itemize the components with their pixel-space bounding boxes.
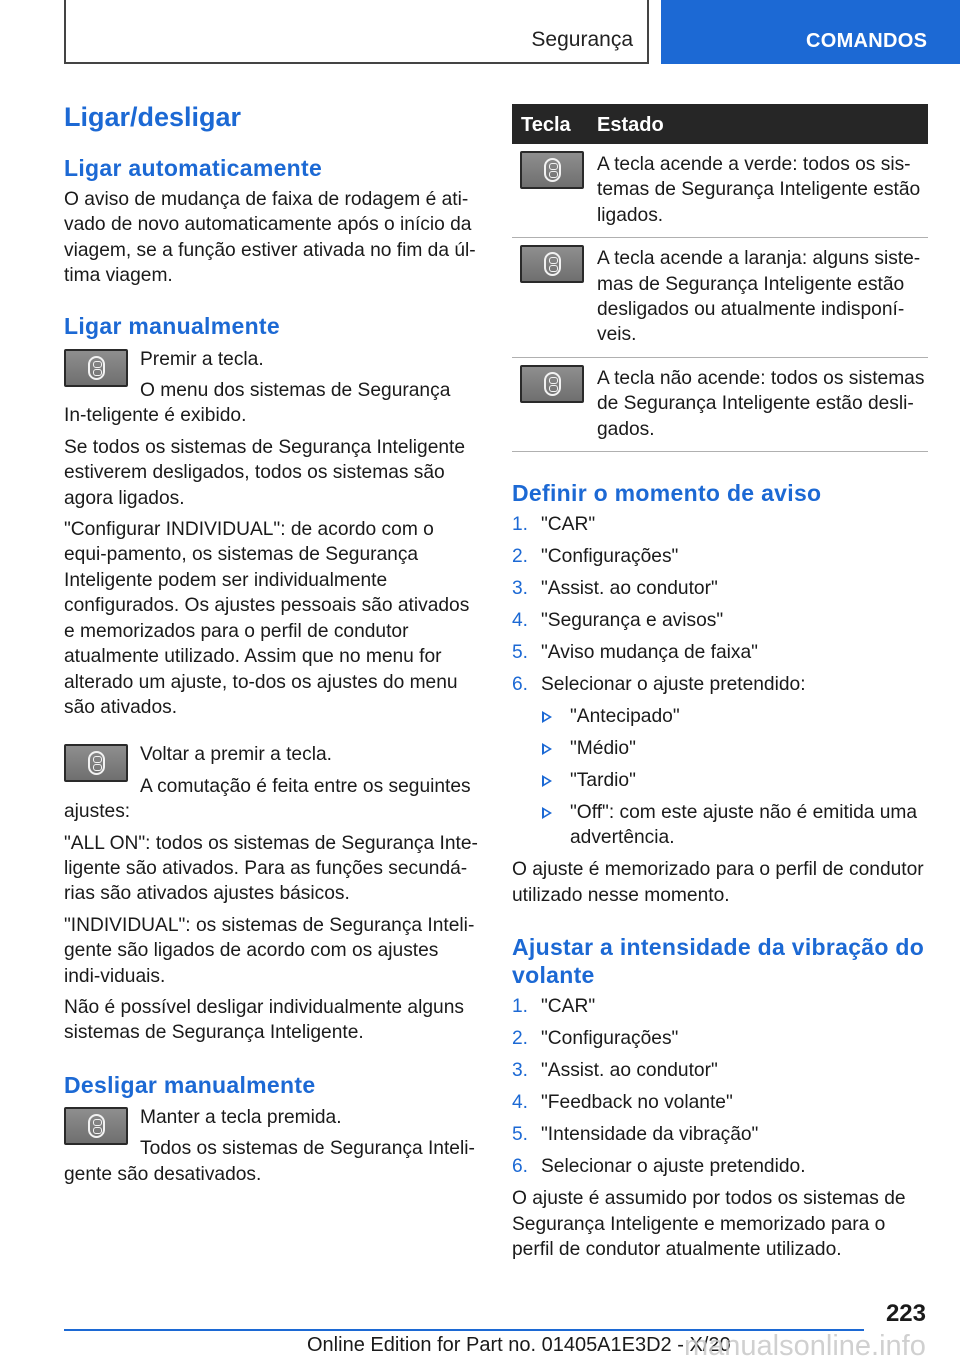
auto-on-text: O aviso de mudança de faixa de rodagem é ati-vado de novo automaticamente após o início da viagem, se a função estiver ativada no fim da úl-tima viagem.: [64, 189, 476, 287]
list-item: [512, 1058, 928, 1083]
safety-button-image: [520, 365, 584, 403]
manual-on-step-result: O menu dos sistemas de Segurança In-teligente é exibido.: [64, 380, 451, 427]
list-item: [512, 994, 928, 1019]
safety-button-image: [64, 744, 128, 782]
list-item: [512, 1026, 928, 1051]
triangle-bullet-icon: [542, 775, 552, 787]
left-column: [64, 100, 478, 1193]
list-item: [512, 640, 928, 665]
list-item: [512, 704, 928, 729]
step-number: 3.: [512, 578, 529, 600]
header-section-box: [64, 0, 649, 64]
list-item: [512, 1090, 928, 1115]
list-item: [512, 576, 928, 601]
manual-on-paragraph-5: Não é possível desligar individualmente alguns sistemas de Segurança Inteligente.: [64, 996, 464, 1044]
header-chapter-tab: [661, 0, 960, 64]
step-text: "Intensidade da vibração": [541, 1124, 759, 1146]
step-text: Selecionar o ajuste pretendido:: [541, 674, 806, 696]
step-number: 2.: [512, 546, 529, 568]
list-item: [512, 800, 928, 851]
triangle-bullet-icon: [542, 711, 552, 723]
step-number: 2.: [512, 1028, 529, 1050]
heading-auto-on: Ligar automaticamente: [64, 155, 323, 181]
status-table: [512, 104, 928, 452]
step-number: 5.: [512, 1124, 529, 1146]
list-item: [512, 768, 928, 793]
footer-edition: Online Edition for Part no. 01405A1E3D2 - X/20: [307, 1334, 731, 1356]
step-text: "Configurações": [541, 546, 679, 568]
triangle-bullet-icon: [542, 743, 552, 755]
heading-vibration: Ajustar a intensidade da vibração do volante: [512, 934, 925, 989]
step-number: 5.: [512, 642, 529, 664]
intelligent-safety-button-icon: [544, 372, 561, 396]
heading-warning-time: Definir o momento de aviso: [512, 480, 822, 507]
vibration-steps: [512, 994, 928, 1179]
table-row: [512, 358, 928, 452]
step-number: 6.: [512, 1156, 529, 1178]
manual-on-paragraph-1: Se todos os sistemas de Segurança Inteligente estiverem desligados, todos os sistemas são agora ligados.: [64, 436, 466, 509]
manual-off-step-text: Manter a tecla premida.: [140, 1106, 342, 1128]
manual-on-step: [64, 347, 478, 429]
safety-button-image: [64, 1107, 128, 1145]
step-text: "Assist. ao condutor": [541, 578, 718, 600]
status-table-header: [512, 104, 928, 144]
list-item: [512, 608, 928, 633]
list-item: [512, 512, 928, 537]
option-text: "Antecipado": [570, 706, 680, 728]
manual-on-paragraph-4: "INDIVIDUAL": os sistemas de Segurança Inteli-gente são ligados de acordo com os ajustes indi-viduais.: [64, 914, 475, 987]
step-text: "Aviso mudança de faixa": [541, 642, 758, 664]
step-number: 1.: [512, 996, 529, 1018]
right-column: [512, 104, 928, 1269]
header-section-title: Segurança: [531, 28, 633, 51]
intelligent-safety-button-icon: [88, 1114, 105, 1138]
option-text: "Off": com este ajuste não é emitida uma advertência.: [570, 802, 918, 849]
step-number: 1.: [512, 514, 529, 536]
header-chapter-label: COMANDOS: [806, 30, 928, 52]
page-number: 223: [885, 1300, 926, 1327]
step-number: 3.: [512, 1060, 529, 1082]
list-item: [512, 1122, 928, 1147]
manual-toggle-step-result: A comutação é feita entre os seguintes ajustes:: [64, 775, 471, 823]
table-cell-state: A tecla acende a laranja: alguns siste-mas de Segurança Inteligente estão desligados ou atualmente indisponí-veis.: [597, 248, 921, 346]
triangle-bullet-icon: [542, 807, 552, 819]
intelligent-safety-button-icon: [544, 158, 561, 182]
heading-manual-off: Desligar manualmente: [64, 1071, 316, 1098]
list-item: [512, 544, 928, 569]
intelligent-safety-button-icon: [544, 252, 561, 276]
safety-button-image: [520, 151, 584, 189]
table-row: [512, 238, 928, 358]
warning-time-note: O ajuste é memorizado para o perfil de condutor utilizado nesse momento.: [512, 859, 924, 906]
table-cell-state: A tecla acende a verde: todos os sis-temas de Segurança Inteligente estão ligados.: [597, 154, 921, 226]
step-text: "Configurações": [541, 1028, 679, 1050]
step-text: "Assist. ao condutor": [541, 1060, 718, 1082]
manual-toggle-step: [64, 742, 478, 824]
intelligent-safety-button-icon: [88, 751, 105, 775]
option-text: "Médio": [570, 738, 636, 760]
manual-off-step: [64, 1105, 478, 1187]
step-text: "Feedback no volante": [541, 1092, 733, 1114]
table-row: [512, 144, 928, 238]
step-text: "Segurança e avisos": [541, 610, 724, 632]
step-number: 4.: [512, 610, 529, 632]
manual-on-paragraph-2: "Configurar INDIVIDUAL": de acordo com o equi-pamento, os sistemas de Segurança Inteligente podem ser individualmente configurados. Os ajustes pessoais são ativados e memorizados para o perfil de condutor atualmente utilizado. Assim que no menu for alterado um ajuste, to-dos os ajustes do menu são ativados.: [64, 519, 470, 718]
option-text: "Tardio": [570, 770, 636, 792]
table-cell-state: A tecla não acende: todos os sistemas de Segurança Inteligente estão desli-gados.: [597, 367, 925, 440]
manual-toggle-step-text: Voltar a premir a tecla.: [140, 744, 332, 766]
safety-button-image: [520, 245, 584, 283]
manual-on-step-text: Premir a tecla.: [140, 348, 264, 370]
table-header-key: Tecla: [521, 114, 571, 136]
list-item: [512, 736, 928, 761]
list-item: [512, 672, 928, 697]
step-text: Selecionar o ajuste pretendido.: [541, 1156, 806, 1178]
intelligent-safety-button-icon: [88, 356, 105, 380]
manual-off-step-result: Todos os sistemas de Segurança Inteli-gente são desativados.: [64, 1138, 475, 1185]
step-number: 4.: [512, 1092, 529, 1114]
step-number: 6.: [512, 674, 529, 696]
step-text: "CAR": [541, 996, 596, 1018]
manual-on-paragraph-3: "ALL ON": todos os sistemas de Segurança Inte-ligente são ativados. Para as funções secundá-rias são ativados ajustes básicos.: [64, 832, 478, 905]
warning-time-steps: [512, 512, 928, 851]
safety-button-image: [64, 349, 128, 387]
step-text: "CAR": [541, 514, 596, 536]
heading-manual-on: Ligar manualmente: [64, 312, 280, 339]
list-item: [512, 1154, 928, 1179]
watermark: manualsonline.info: [684, 1330, 926, 1362]
table-header-state: Estado: [597, 114, 664, 136]
page-title: Ligar/desligar: [64, 102, 242, 132]
vibration-note: O ajuste é assumido por todos os sistemas de Segurança Inteligente e memorizado para o perfil de condutor atualmente utilizado.: [512, 1188, 906, 1261]
